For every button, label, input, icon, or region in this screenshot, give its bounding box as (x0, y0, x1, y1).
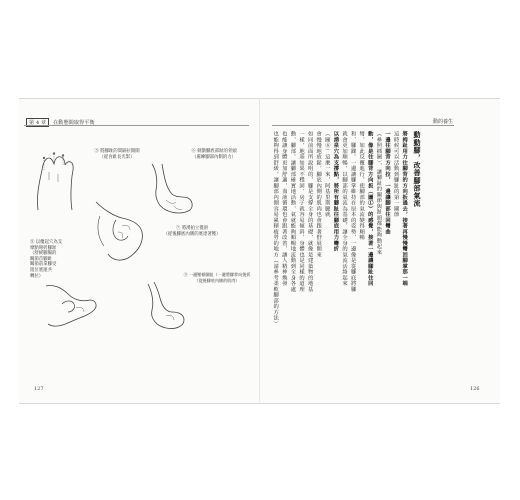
body-text-column: 以湧泉穴為支撐點，將所有腳趾往腳底用力彎折 (332, 131, 339, 252)
caption-step-9: ⑨ 一邊壓頓腳趾（一邊將腳掌向後扳 （從後腳底內側的肌肉） (183, 272, 251, 283)
body-text-column: （參照插圖），讓腳趾的關節與趾頭都能夠動起來 (375, 131, 382, 255)
chapter-header (26, 118, 95, 127)
illustration-hands-foot (40, 278, 100, 336)
body-text-column: 將拇趾用力往腳背的方向扳過去，接著再慢慢彎回腳掌那一端 (401, 131, 408, 287)
body-text-column: 也能讓身體更加舒適，血液循環也會跟著改善，讓人精神煥發 (280, 131, 287, 287)
body-text-column: （圖⑧）這麼一來，阿基里斯腱就 (323, 131, 330, 218)
chapter-label: 第 4 章 (26, 118, 49, 127)
header-rule-right (272, 125, 454, 126)
body-text-column: 動，腳部。讓腳部確實地活動，氣就能夠順暢地流動到全身各處 (289, 131, 296, 292)
body-text-column: 和、腳踝。一邊讓腳掌維持在原本的姿勢，一邊像是從腳底將腳 (349, 131, 356, 292)
illustration-foot-top (30, 150, 80, 212)
body-text-column: 就會更加順暢，以腳部的氣流為基礎，讓全身的氣流活絡起來 (341, 131, 347, 287)
body-text-column: 也能夠得到舒緩，讓腳部內側容易累積疲勞的地方（請參考柔軟腳部的方法） (272, 131, 279, 327)
body-text-column: 動，像是往腳背方向扳（圖①）的感覺，接著一邊讓腳趾往回 (366, 131, 373, 287)
book-gutter (259, 98, 260, 402)
chapter-title: 在動態間取得平衡 (53, 120, 95, 126)
page-number-left: 127 (34, 386, 44, 392)
body-text-column: 這時候可以活動到腳趾的第一關節 (392, 131, 399, 218)
running-head: 動的養生 (433, 119, 454, 125)
body-text-column: 會慢慢地放鬆，腳底內側的肌肉也會跟著舒展開來 (315, 131, 322, 258)
body-text-column: 一樣，地基如果不穩固，房子就容易傾斜，身體也是同樣的道理 (298, 131, 304, 292)
page-number-right: 126 (470, 386, 480, 392)
body-text-column: 如同前面所說明的，腳是支撐全身的基礎，就像是建築物的地基 (306, 131, 313, 292)
header-rule-left (24, 125, 249, 126)
body-text-column: 彎，如此反覆進行，使腳部的氣流變得順暢 (358, 131, 365, 241)
caption-step-7: ⑦ 將湧拍立僅滑 （從後腳底內側的底達著壓） (163, 226, 221, 237)
body-text-column: 一邊往腳背方向拉，一邊讓腳部往回彎曲 (384, 131, 390, 235)
section-title: 動動腳，改善腳部氣流 (413, 131, 422, 207)
caption-step-8: ⑧ 以僂起穴為支 摩點彎折腳趾 （舒緩腳腸的 關節首腳趾 關節前拿腳受 阻位底運共 轉拉） (30, 240, 63, 279)
illustration-foot-press (140, 280, 190, 332)
caption-step-5: ⑤ 將腳趾的間隔拉開開 （從食趾長光影） (94, 149, 140, 160)
caption-step-6: ⑥ 刺激腳底部趾的骨頭 （處練腳部內側的力） (191, 149, 237, 160)
illustration-hands-toes (92, 196, 148, 266)
illustration-foot-side (146, 160, 196, 218)
